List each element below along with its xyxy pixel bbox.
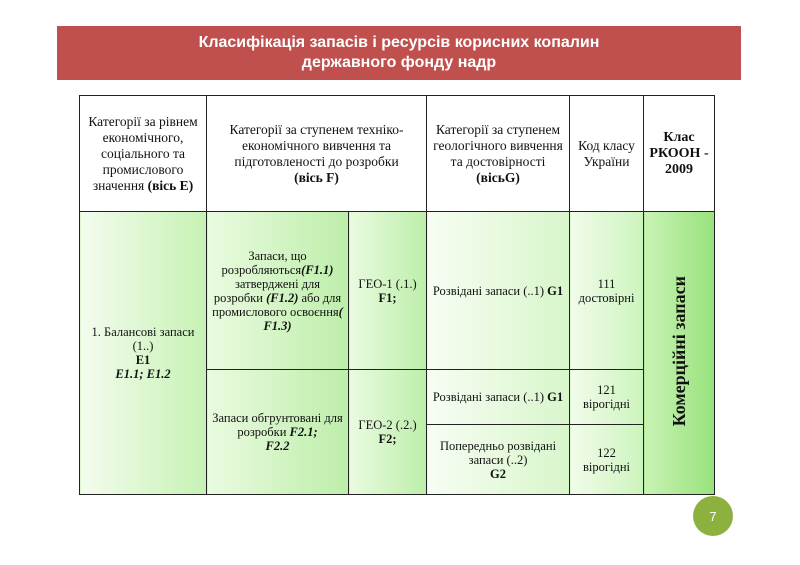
class-code-cell: 111 достовірні <box>570 212 644 370</box>
header-f-axis: Категорії за ступенем техніко-економічного вивчення та підготовленості до розробки (вісь F) <box>207 96 427 212</box>
geo-code-cell: ГЕО-1 (.1.) F1; <box>349 212 427 370</box>
class-code-cell: 121 вірогідні <box>570 370 644 425</box>
unfc-class-label: Комерційні запаси <box>669 276 690 427</box>
unfc-class-cell <box>644 212 715 495</box>
geo-code-cell: ГЕО-2 (.2.) F2; <box>349 370 427 495</box>
g-axis-cell: Попередньо розвідані запаси (..2) G2 <box>427 425 570 495</box>
title-banner <box>57 26 741 80</box>
header-class-code: Код класу України <box>570 96 644 212</box>
title-line-1: Класифікація запасів і ресурсів корисних копалин <box>198 34 600 51</box>
table-row <box>80 212 715 370</box>
classification-table <box>79 95 715 495</box>
page-number-badge: 7 <box>693 496 733 536</box>
e-axis-cell: 1. Балансові запаси (1..) E1 E1.1; E1.2 <box>80 212 207 495</box>
header-e-axis: Категорії за рівнем економічного, соціального та промислового значення (вісь E) <box>80 96 207 212</box>
header-row <box>80 96 715 212</box>
g-axis-cell: Розвідані запаси (..1) G1 <box>427 212 570 370</box>
f-axis-desc-cell: Запаси обгрунтовані для розробки F2.1; F2.2 <box>207 370 349 495</box>
header-unfc-class: Клас РКООН - 2009 <box>644 96 715 212</box>
g-axis-cell: Розвідані запаси (..1) G1 <box>427 370 570 425</box>
title-line-2: державного фонду надр <box>301 54 497 71</box>
class-code-cell: 122 вірогідні <box>570 425 644 495</box>
f-axis-desc-cell: Запаси, що розробляються(F1.1) затверджені для розробки (F1.2) або для промислового освоєння( F1.3) <box>207 212 349 370</box>
header-g-axis: Категорії за ступенем геологічного вивчення та достовірності (вісьG) <box>427 96 570 212</box>
